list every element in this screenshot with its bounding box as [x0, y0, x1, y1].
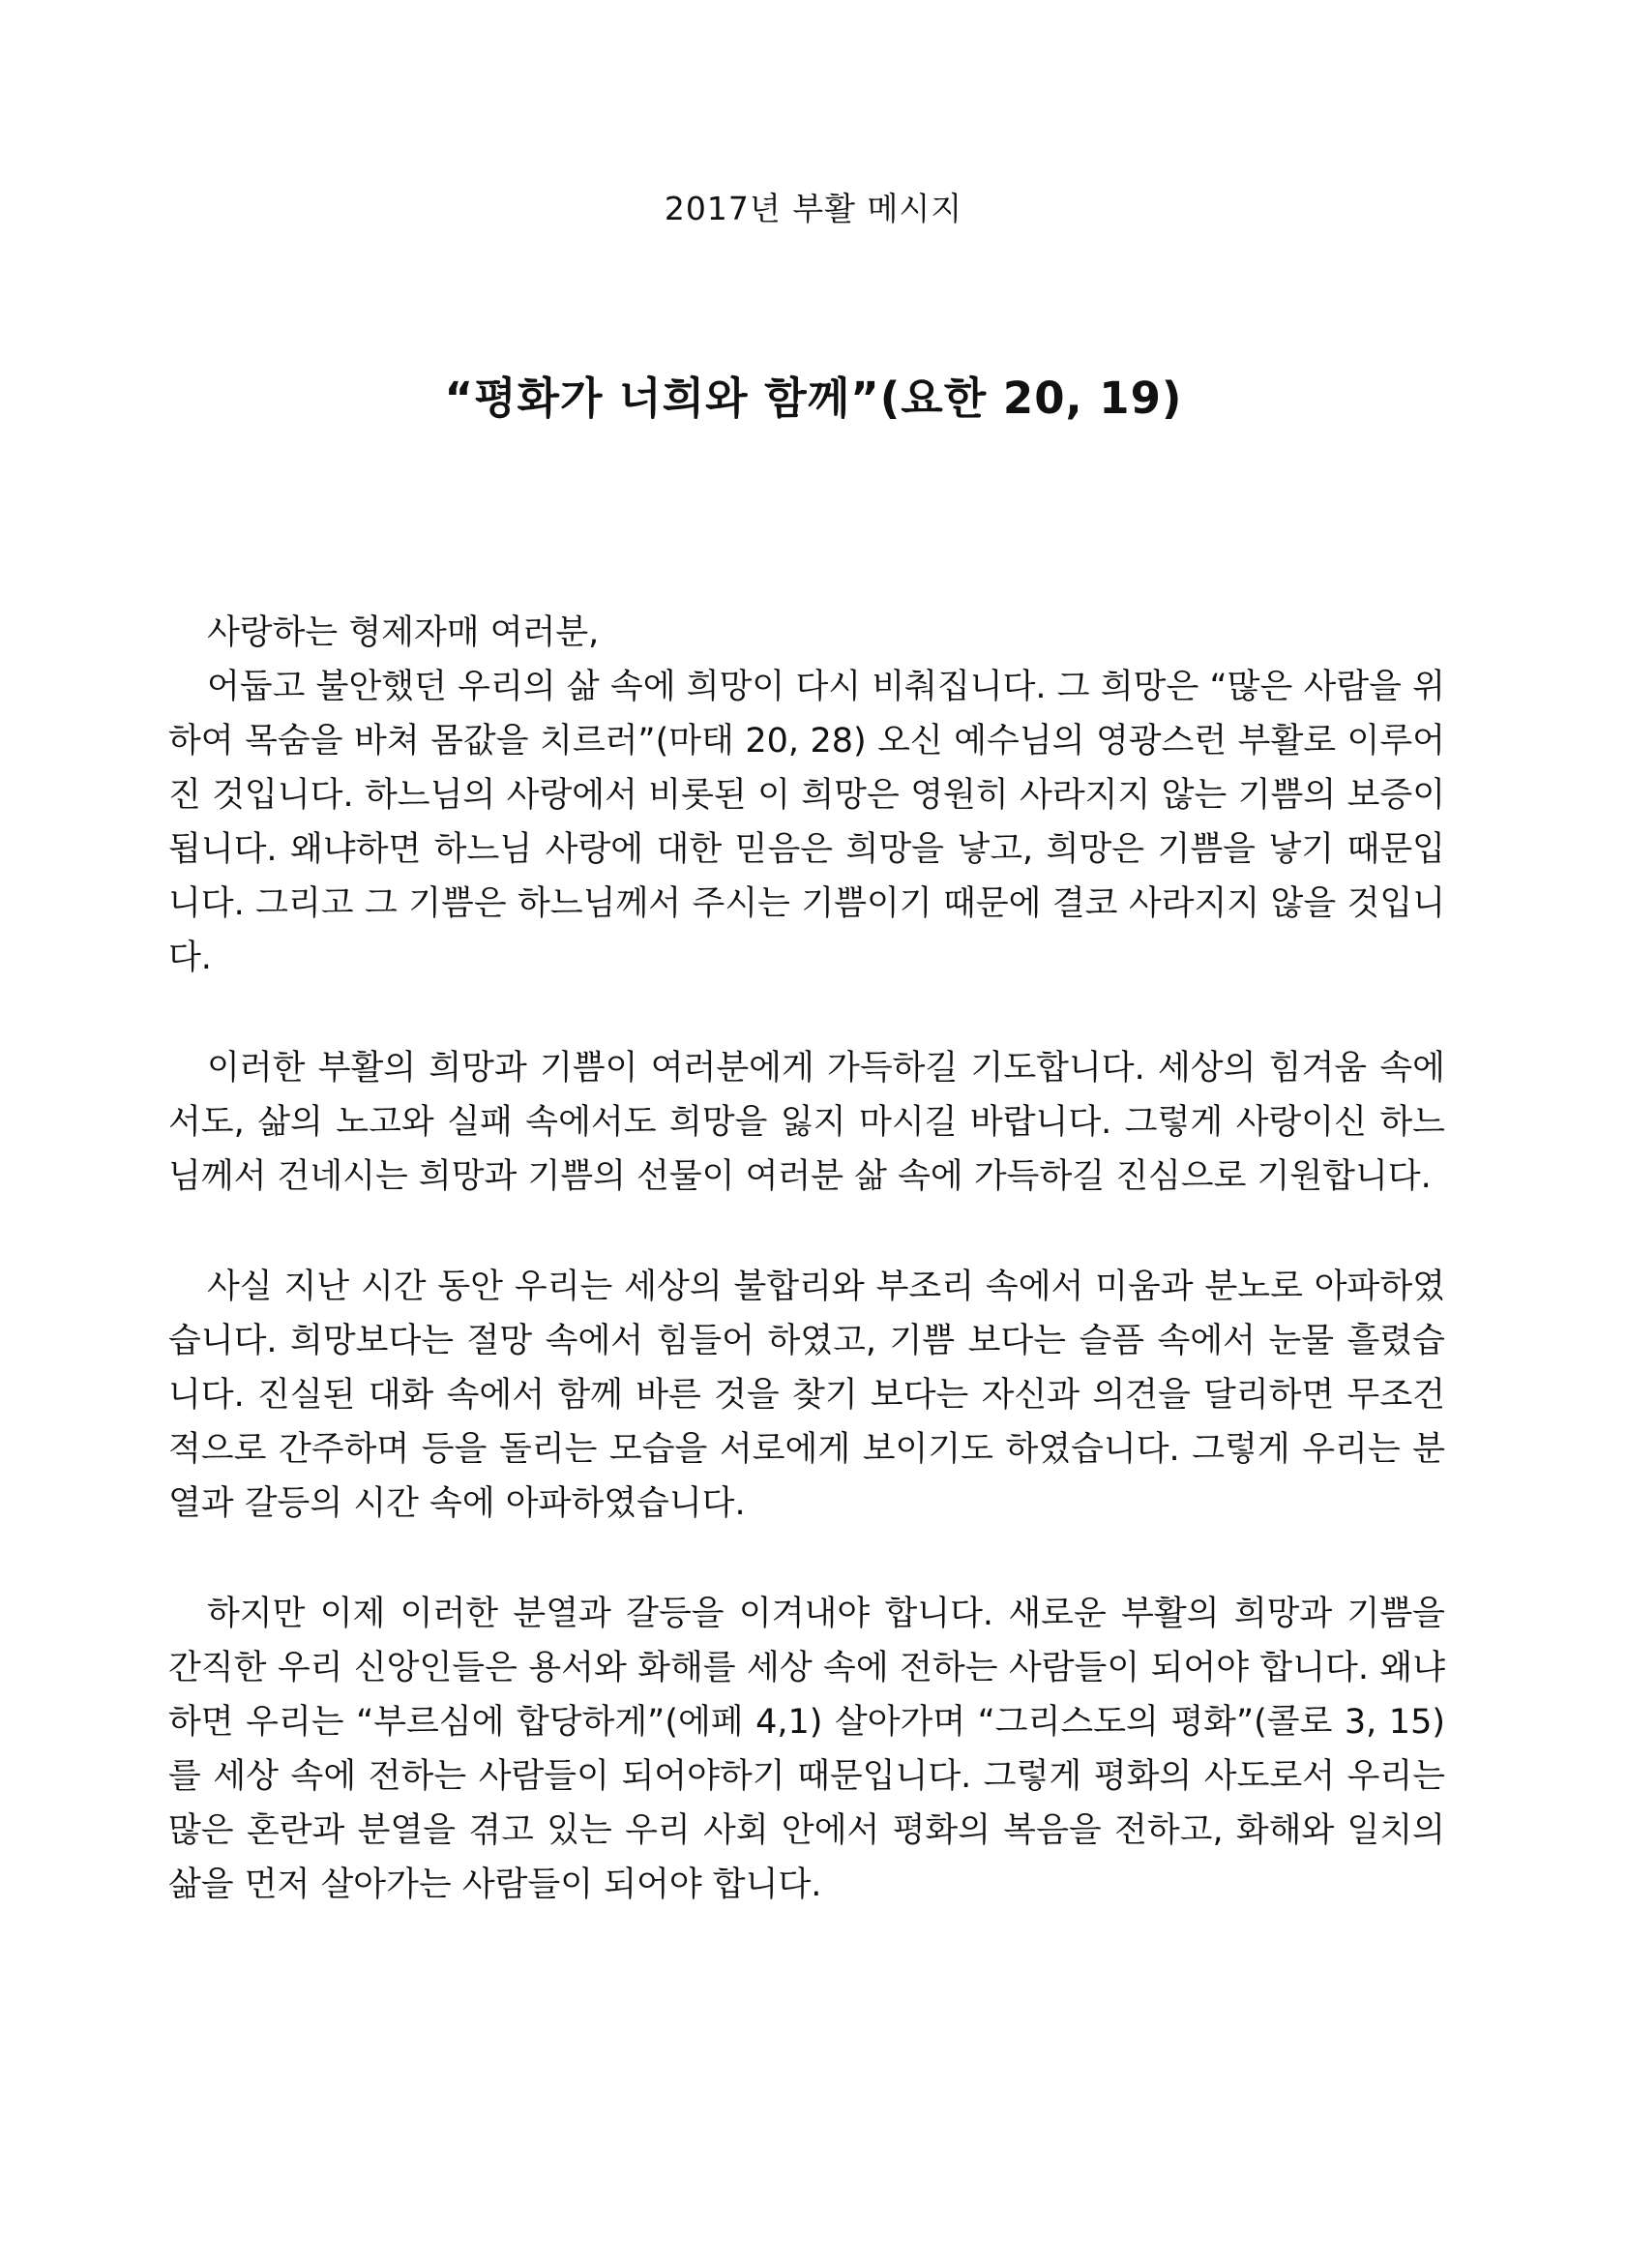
paragraph-3: 사실 지난 시간 동안 우리는 세상의 불합리와 부조리 속에서 미움과 분노로 아파하였습니다. 희망보다는 절망 속에서 힘들어 하였고, 기쁨 보다는 슬픔 속에서 눈물 흘렸습니다. 진실된 대화 속에서 함께 바른 것을 찾기 보다는 자신과 의견을 달리하면 무조건 적으로 간주하며 등을 돌리는 모습을 서로에게 보이기도 하였습니다. 그렇게 우리는 분열과 갈등의 시간 속에 아파하였습니다.: [168, 1268, 1445, 1523]
document-body: [168, 606, 1445, 1912]
paragraph-2: 이러한 부활의 희망과 기쁨이 여러분에게 가득하길 기도합니다. 세상의 힘겨움 속에서도, 삶의 노고와 실패 속에서도 희망을 잃지 마시길 바랍니다. 그렇게 사랑이신 하느님께서 건네시는 희망과 기쁨의 선물이 여러분 삶 속에 가득하길 진심으로 기원합니다.: [168, 1049, 1445, 1196]
paragraph-1: 어둡고 불안했던 우리의 삶 속에 희망이 다시 비춰집니다. 그 희망은 “많은 사람을 위하여 목숨을 바쳐 몸값을 치르러”(마태 20, 28) 오신 예수님의 영광스런 부활로 이루어진 것입니다. 하느님의 사랑에서 비롯된 이 희망은 영원히 사라지지 않는 기쁨의 보증이 됩니다. 왜냐하면 하느님 사랑에 대한 믿음은 희망을 낳고, 희망은 기쁨을 낳기 때문입니다. 그리고 그 기쁨은 하느님께서 주시는 기쁨이기 때문에 결코 사라지지 않을 것입니다.: [168, 668, 1445, 977]
salutation: 사랑하는 형제자매 여러분,: [207, 613, 600, 652]
document-title: “평화가 너희와 함께”(요한 20, 19): [444, 373, 1183, 424]
document-header: 2017년 부활 메시지: [664, 190, 963, 227]
paragraph-4: 하지만 이제 이러한 분열과 갈등을 이겨내야 합니다. 새로운 부활의 희망과 기쁨을 간직한 우리 신앙인들은 용서와 화해를 세상 속에 전하는 사람들이 되어야 합니다. 왜냐하면 우리는 “부르심에 합당하게”(에페 4,1) 살아가며 “그리스도의 평화”(콜로 3, 15)를 세상 속에 전하는 사람들이 되어야하기 때문입니다. 그렇게 평화의 사도로서 우리는 많은 혼란과 분열을 겪고 있는 우리 사회 안에서 평화의 복음을 전하고, 화해와 일치의 삶을 먼저 살아가는 사람들이 되어야 합니다.: [168, 1595, 1445, 1904]
